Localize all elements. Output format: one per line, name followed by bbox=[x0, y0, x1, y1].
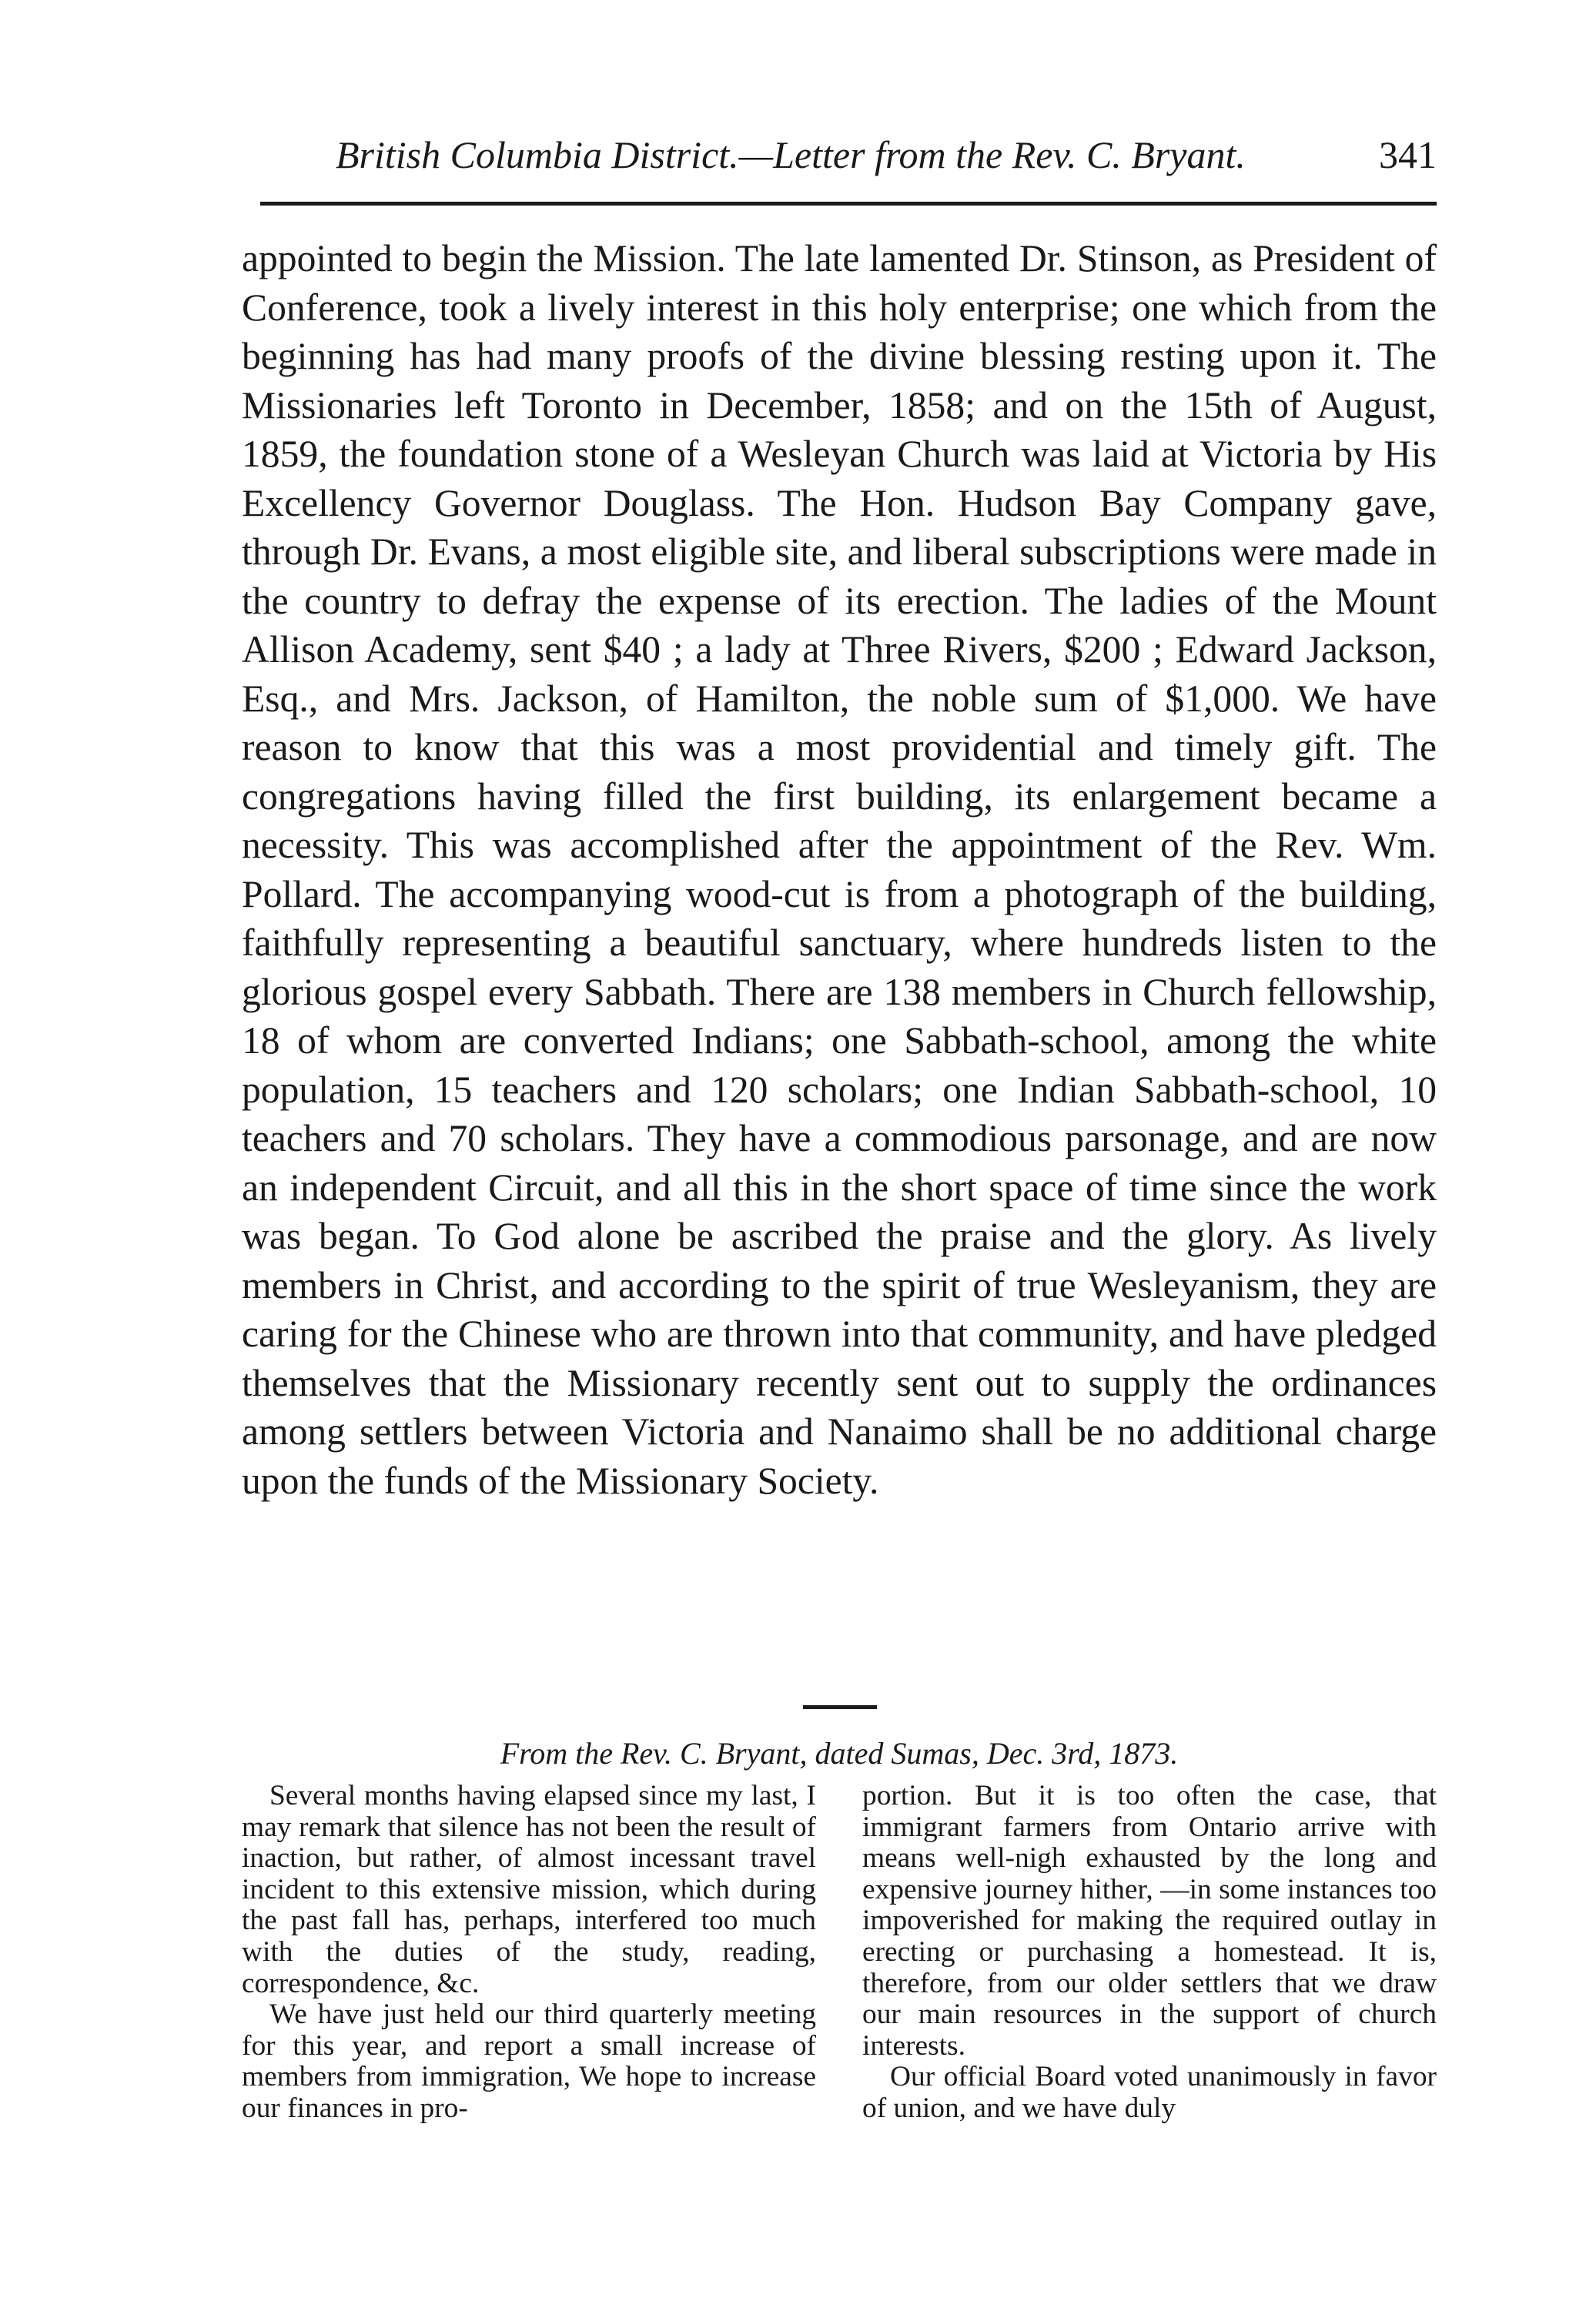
header-rule bbox=[260, 202, 1437, 206]
right-column bbox=[862, 1781, 1437, 2125]
right-column-paragraph-1: portion. But it is too often the case, that immigrant farmers from Ontario arrive with means well-nigh exhausted by the long and expensive journey hither, —in some instances too impoverished for making the required outlay in erecting or purchasing a homestead. It is, therefore, from our older settlers that we draw our main resources in the support of church interests. bbox=[862, 1780, 1437, 2062]
section-separator bbox=[803, 1705, 877, 1709]
page-number: 341 bbox=[1379, 133, 1437, 176]
left-column bbox=[242, 1781, 816, 2125]
left-column-paragraph-2: We have just held our third quarterly meeting for this year, and report a small increase of members from immigration, We hope to increase our finances in pro- bbox=[242, 1999, 816, 2124]
letter-heading: From the Rev. C. Bryant, dated Sumas, Dec. 3rd, 1873. bbox=[500, 1736, 1179, 1771]
running-title: British Columbia District.—Letter from the Rev. C. Bryant. bbox=[336, 133, 1246, 176]
body-paragraph: appointed to begin the Mission. The late lamented Dr. Stinson, as President of Conference, took a lively interest in this holy enterprise; one which from the beginning has had many proofs of the divine blessing resting upon it. The Missionaries left Toronto in December, 1858; and on the 15th of August, 1859, the foundation stone of a Wesleyan Church was laid at Victoria by His Excellency Governor Douglass. The Hon. Hudson Bay Company gave, through Dr. Evans, a most eligible site, and liberal subscriptions were made in the country to defray the expense of its erection. The ladies of the Mount Allison Academy, sent $40 ; a lady at Three Rivers, $200 ; Edward Jackson, Esq., and Mrs. Jackson, of Hamilton, the noble sum of $1,000. We have reason to know that this was a most providential and timely gift. The congregations having filled the first building, its enlargement became a necessity. This was accomplished after the appointment of the Rev. Wm. Pollard. The accompanying wood-cut is from a photograph of the building, faithfully representing a beautiful sanctuary, where hundreds listen to the glorious gospel every Sabbath. There are 138 members in Church fellowship, 18 of whom are converted Indians; one Sabbath-school, among the white population, 15 teachers and 120 scholars; one Indian Sabbath-school, 10 teachers and 70 scholars. They have a commodious parsonage, and are now an independent Circuit, and all this in the short space of time since the work was began. To God alone be ascribed the praise and the glory. As lively members in Christ, and according to the spirit of true Wesleyanism, they are caring for the Chinese who are thrown into that community, and have pledged themselves that the Missionary recently sent out to supply the ordinances among settlers between Victoria and Nanaimo shall be no additional charge upon the funds of the Missionary Society. bbox=[242, 237, 1437, 1502]
main-text bbox=[242, 234, 1437, 1505]
right-column-paragraph-2: Our official Board voted unanimously in favor of union, and we have duly bbox=[862, 2061, 1437, 2124]
left-column-paragraph-1: Several months having elapsed since my last, I may remark that silence has not been the result of inaction, but rather, of almost incessant travel incident to this extensive mission, which during the past fall has, perhaps, interfered too much with the duties of the study, reading, correspondence, &c. bbox=[242, 1780, 816, 1999]
running-header bbox=[336, 128, 1437, 182]
